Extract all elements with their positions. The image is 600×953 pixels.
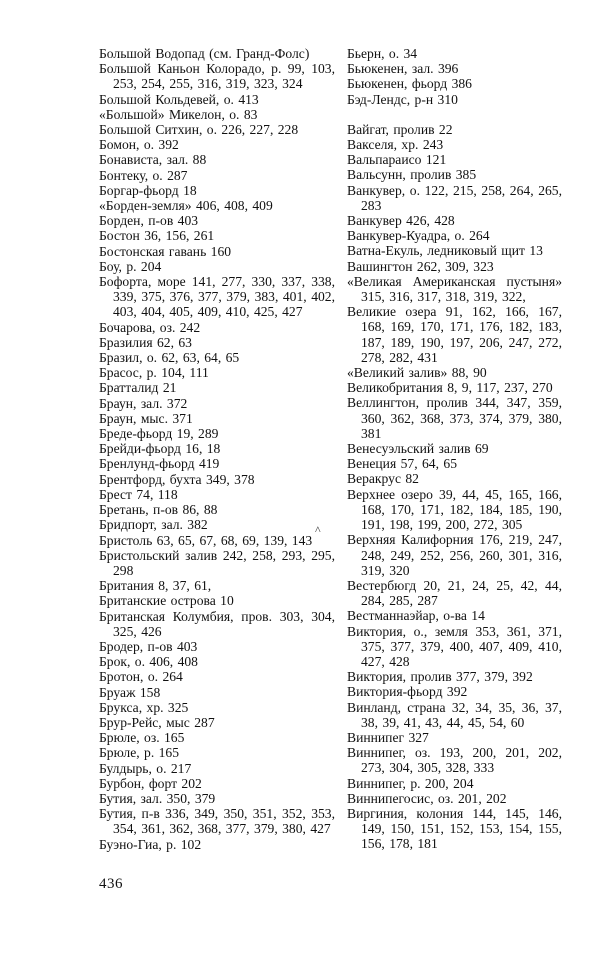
index-entry: Брукса, хр. 325 — [99, 699, 189, 715]
index-entry: Большой Каньон Колорадо, р. 99, 103, 253, 254, 255, 316, 319, 323, 324 — [99, 61, 335, 92]
index-entry: Боу, р. 204 — [99, 258, 162, 274]
index-entry: Брок, о. 406, 408 — [99, 654, 198, 670]
index-entry: Венеция 57, 64, 65 — [347, 456, 457, 472]
index-entry: Веллингтон, пролив 344, 347, 359, 360, 362, 368, 373, 374, 379, 380, 381 — [347, 395, 562, 441]
index-entry: Бофорта, море 141, 277, 330, 337, 338, 339, 375, 376, 377, 379, 383, 401, 402, 403, 404, 405, 409, 410, 425, 427 — [99, 274, 335, 320]
index-entry: Вальпараисо 121 — [347, 152, 447, 168]
index-entry: Брест 74, 118 — [99, 486, 178, 502]
index-column-right — [347, 46, 562, 852]
index-entry: Бэд-Лендс, р-н 310 — [347, 91, 458, 107]
index-entry: Бочарова, оз. 242 — [99, 319, 201, 335]
index-entry: Брасос, р. 104, 111 — [99, 365, 209, 381]
index-entry: Вайгат, пролив 22 — [347, 121, 453, 137]
index-entry: Вашингтон 262, 309, 323 — [347, 258, 494, 274]
index-entry: Виктория, пролив 377, 379, 392 — [347, 669, 533, 685]
index-entry: Большой Кольдевей, о. 413 — [99, 91, 259, 107]
index-entry: Брейди-фьорд 16, 18 — [99, 441, 221, 457]
index-entry: Буэно-Гиа, р. 102 — [99, 836, 202, 852]
index-entry: Бридпорт, зал. 382 — [99, 517, 208, 533]
index-entry: Великие озера 91, 162, 166, 167, 168, 169, 170, 171, 176, 182, 183, 187, 189, 190, 197, 206, 247, 272, 278, 282, 431 — [347, 304, 562, 365]
index-entry: Бруаж 158 — [99, 684, 161, 700]
index-entry: Бостонская гавань 160 — [99, 243, 232, 259]
index-entry: Британия 8, 37, 61, — [99, 578, 212, 594]
index-entry: Брур-Рейс, мыс 287 — [99, 714, 215, 730]
index-entry: Боргар-фьорд 18 — [99, 182, 197, 198]
index-entry: Бомон, о. 392 — [99, 137, 179, 153]
index-entry: Виргиния, колония 144, 145, 146, 149, 150, 151, 152, 153, 154, 155, 156, 178, 181 — [347, 805, 562, 852]
index-entry: Бурбон, форт 202 — [99, 775, 202, 791]
index-entry: Борден, п-ов 403 — [99, 213, 199, 229]
index-entry: Виннипегосис, оз. 201, 202 — [347, 790, 507, 806]
index-entry: Верхняя Калифорния 176, 219, 247, 248, 249, 252, 256, 260, 301, 316, 319, 320 — [347, 532, 562, 578]
index-entry: Вакселя, хр. 243 — [347, 137, 444, 153]
index-entry: Ванкувер, о. 122, 215, 258, 264, 265, 283 — [347, 182, 562, 213]
index-entry: Британские острова 10 — [99, 593, 234, 609]
index-entry: Бретань, п-ов 86, 88 — [99, 502, 218, 518]
page-number: 436 — [99, 876, 123, 892]
index-entry: Бьюкенен, фьорд 386 — [347, 76, 472, 92]
index-entry: Ватна-Екуль, ледниковый щит 13 — [347, 243, 543, 259]
index-entry: Бонависта, зал. 88 — [99, 152, 207, 168]
index-entry: Браун, зал. 372 — [99, 395, 188, 411]
index-entry: Виктория, о., земля 353, 361, 371, 375, 377, 379, 400, 407, 409, 410, 427, 428 — [347, 623, 562, 669]
letter-group-gap — [347, 107, 562, 122]
index-entry: Бутия, п-в 336, 349, 350, 351, 352, 353, 354, 361, 362, 368, 377, 379, 380, 427 — [99, 806, 335, 837]
index-entry: Веракрус 82 — [347, 471, 419, 487]
index-entry: Виннипег, р. 200, 204 — [347, 775, 474, 791]
index-entry: Бразил, о. 62, 63, 64, 65 — [99, 350, 240, 366]
stray-mark: ^ — [315, 523, 321, 537]
index-entry: Британская Колумбия, пров. 303, 304, 325, 426 — [99, 608, 335, 639]
index-entry: Брентфорд, бухта 349, 378 — [99, 471, 255, 487]
index-entry: Браун, мыс. 371 — [99, 410, 193, 426]
index-group-v — [347, 122, 562, 852]
index-entry: Бреде-фьорд 19, 289 — [99, 426, 219, 442]
index-entry: Великобритания 8, 9, 117, 237, 270 — [347, 380, 553, 396]
index-entry: «Большой» Микелон, о. 83 — [99, 106, 258, 122]
index-entry: Верхнее озеро 39, 44, 45, 165, 166, 168, 170, 171, 182, 184, 185, 190, 191, 198, 199, 200, 272, 305 — [347, 486, 562, 533]
index-entry: Бьерн, о. 34 — [347, 46, 418, 61]
index-entry: Бристольский залив 242, 258, 293, 295, 298 — [99, 547, 335, 578]
index-entry: Бьюкенен, зал. 396 — [347, 61, 459, 77]
index-entry: Брюле, р. 165 — [99, 745, 180, 761]
index-entry: Бристоль 63, 65, 67, 68, 69, 139, 143 — [99, 532, 313, 548]
index-entry: Ванкувер-Куадра, о. 264 — [347, 228, 490, 244]
index-entry: «Великая Американская пустыня» 315, 316, 317, 318, 319, 322, — [347, 273, 562, 305]
index-entry: Венесуэльский залив 69 — [347, 441, 489, 457]
index-entry: «Борден-земля» 406, 408, 409 — [99, 198, 273, 214]
index-entry: Бродер, п-ов 403 — [99, 638, 198, 654]
index-entry: Винланд, страна 32, 34, 35, 36, 37, 38, 39, 41, 43, 44, 45, 54, 60 — [347, 699, 562, 730]
index-group-b-continued — [347, 46, 562, 107]
index-entry: Бренлунд-фьорд 419 — [99, 456, 220, 472]
index-column-left — [99, 46, 335, 852]
index-entry: Большой Ситхин, о. 226, 227, 228 — [99, 122, 299, 138]
index-entry: Бонтеку, о. 287 — [99, 167, 188, 183]
index-entry: Вестманнаэйар, о-ва 14 — [347, 608, 485, 624]
index-entry: Ванкувер 426, 428 — [347, 213, 455, 229]
index-entry: Бостон 36, 156, 261 — [99, 228, 215, 244]
index-entry: Вальсунн, пролив 385 — [347, 167, 477, 183]
index-entry: Братталид 21 — [99, 380, 177, 396]
index-entry: Бутия, зал. 350, 379 — [99, 790, 216, 806]
index-entry: «Великий залив» 88, 90 — [347, 365, 487, 381]
index-entry: Вестербюгд 20, 21, 24, 25, 42, 44, 284, 285, 287 — [347, 577, 562, 609]
index-entry: Большой Водопад (см. Гранд-Фолс) — [99, 46, 310, 61]
index-entry: Виннипег, оз. 193, 200, 201, 202, 273, 304, 305, 328, 333 — [347, 745, 562, 776]
index-entry: Булдырь, о. 217 — [99, 760, 192, 776]
index-entry: Виннипег 327 — [347, 729, 429, 745]
index-entry: Бротон, о. 264 — [99, 669, 183, 685]
index-entry: Виктория-фьорд 392 — [347, 684, 468, 700]
index-entry: Брюле, оз. 165 — [99, 730, 185, 746]
index-entry: Бразилия 62, 63 — [99, 334, 192, 350]
